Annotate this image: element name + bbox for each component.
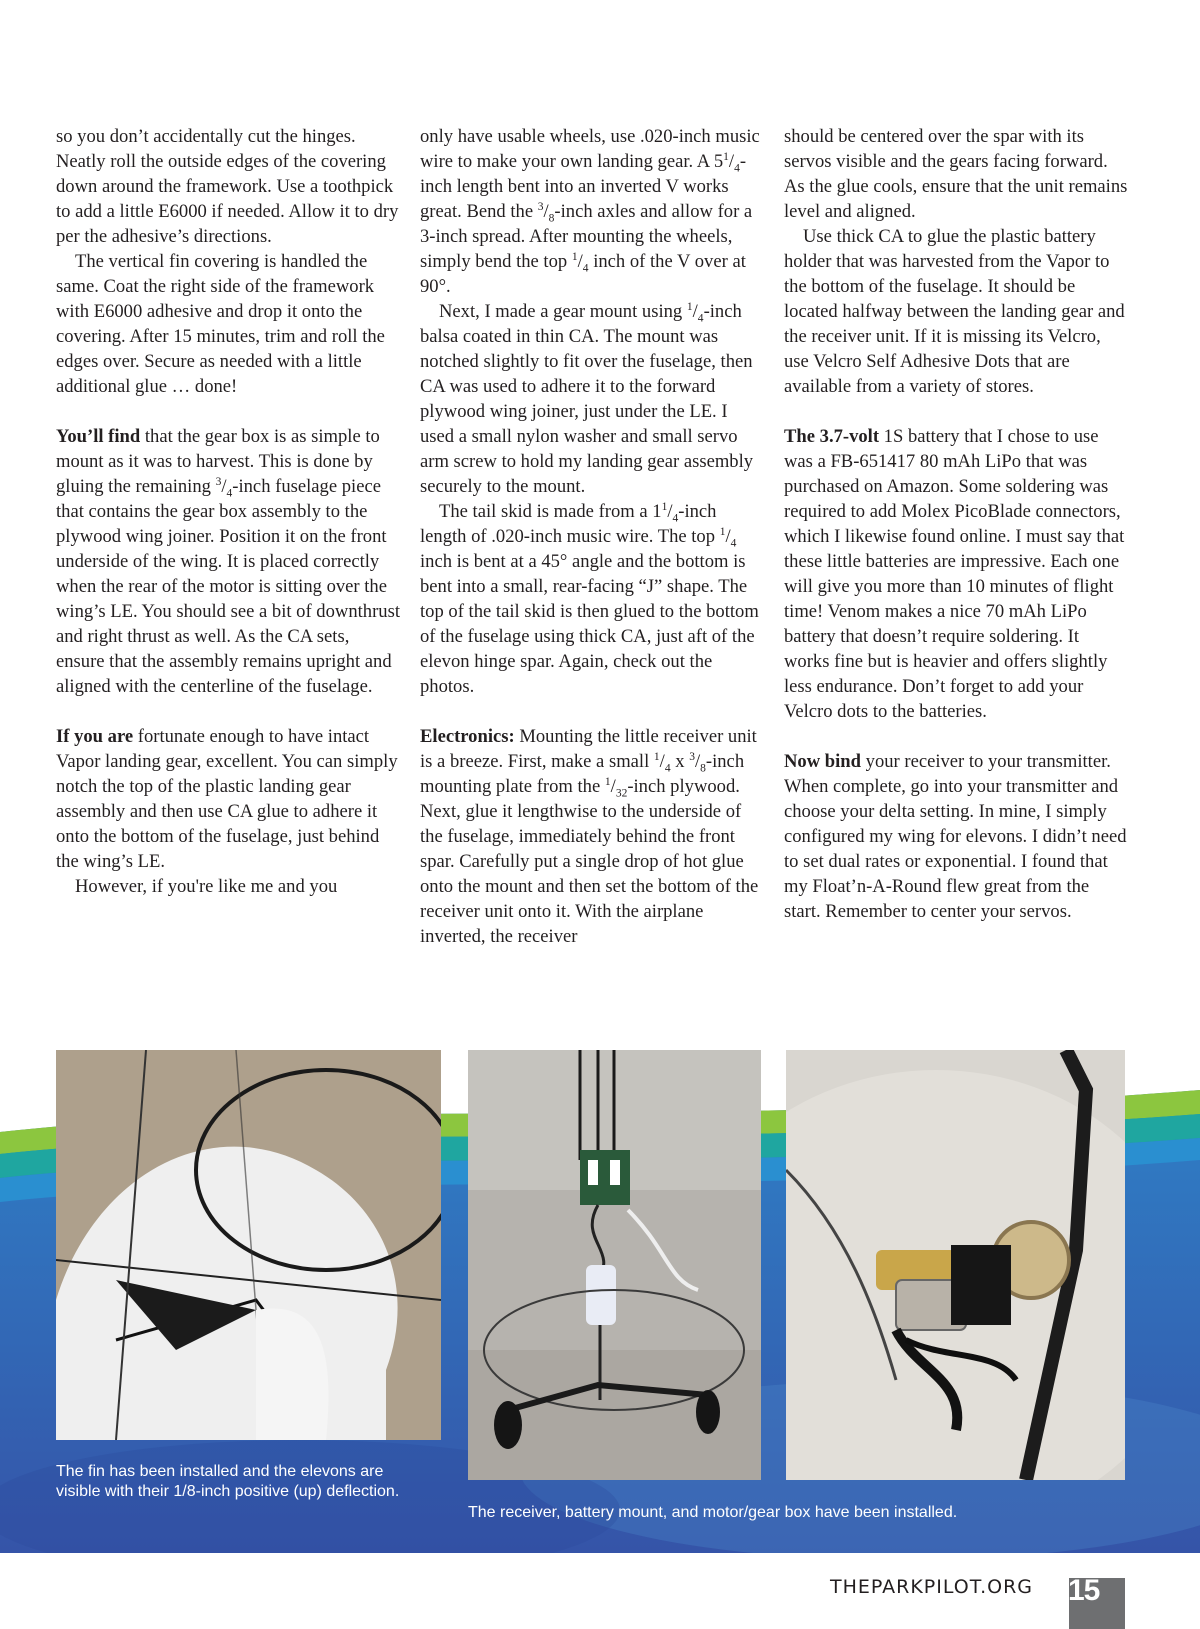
fraction: $^3/_4$ [215,475,233,500]
paragraph: so you don’t accidentally cut the hinges. Neatly roll the outside edges of the covering down around the framework. Use a toothpick to add a little E6000 if needed. Allow it to dry per the adhesive’s directions. [56,126,399,247]
footer-website: THEPARKPILOT.ORG [830,1576,1033,1598]
lead-in: Electronics: [420,726,515,747]
caption-fin: The fin has been installed and the elevons are visible with their 1/8-inch positive (up) deflection. [56,1463,400,1500]
caption-install: The receiver, battery mount, and motor/gear box have been installed. [468,1504,958,1521]
fraction: $^1/_4$ [571,250,589,275]
fraction: $^3/_8$ [537,200,555,225]
paragraph: The tail skid is made from a $1^1/_4$-inch length of .020-inch music wire. The top $^1/_4$ inch is bent at a 45° angle and the bottom is bent into a small, rear-facing “J” shape. The top of the tail skid is then glued to the bottom of the fuselage using thick CA, just aft of the elevon hinge spar. Again, check out the photos. [420,500,759,697]
photo-fin [56,1050,441,1440]
paragraph: Use thick CA to glue the plastic battery holder that was harvested from the Vapor to the bottom of the fuselage. It should be located halfway between the landing gear and the receiver unit. If it is missing its Velcro, use Velcro Self Adhesive Dots that are available from a variety of stores. [784,226,1125,397]
photo-motor-gearbox [786,1050,1125,1480]
text-column-3 [784,124,1129,924]
fraction: $^1/_4$ [653,750,671,775]
paragraph: You’ll find that the gear box is as simple to mount as it was to harvest. This is done by gluing the remaining $^3/_4$-inch fuselage piece that contains the gear box assembly to the plywood wing joiner. Position it on the front underside of the wing. It is placed correctly when the rear of the motor is sitting over the wing’s LE. You should see a bit of downthrust and right thrust as well. As the CA sets, ensure that the assembly remains upright and aligned with the centerline of the fuselage. [56,426,400,697]
paragraph: Next, I made a gear mount using $^1/_4$-inch balsa coated in thin CA. The mount was notched slightly to fit over the fuselage, then CA was used to adhere it to the forward plywood wing joiner, just under the LE. I used a small nylon washer and small servo arm screw to hold my landing gear assembly securely to the mount. [420,300,754,497]
fraction: $^1/_4$ [686,300,704,325]
lead-in: Now bind [784,751,861,772]
page-number: 15 [1068,1574,1100,1607]
fraction: $^3/_8$ [689,750,706,775]
paragraph: should be centered over the spar with its servos visible and the gears facing forward. As the glue cools, ensure that the unit remains level and aligned. [784,126,1128,222]
lead-in: The 3.7-volt [784,426,880,447]
fraction: $^1/_4$ [719,525,737,550]
fraction: $^1/_{32}$ [604,775,628,800]
lead-in: If you are [56,726,134,747]
photo-landing-gear [468,1050,761,1480]
paragraph: If you are fortunate enough to have intact Vapor landing gear, excellent. You can simply notch the top of the plastic landing gear assembly and then use CA glue to adhere it onto the bottom of the fuselage, just behind the wing’s LE. [56,726,398,872]
lead-in: You’ll find [56,426,141,447]
paragraph: The 3.7-volt 1S battery that I chose to use was a FB-651417 80 mAh LiPo that was purchased on Amazon. Some soldering was required to add Molex PicoBlade connectors, which I likewise found online. I must say that these little batteries are impressive. Each one will give you more than 10 minutes of flight time! Venom makes a nice 70 mAh LiPo battery that doesn’t require soldering. It works fine but is heavier and offers slightly less endurance. Don’t forget to add your Velcro dots to the batteries. [784,426,1125,722]
paragraph: Electronics: Mounting the little receiver unit is a breeze. First, make a small $^1/_4$ x $^3/_8$-inch mounting plate from the $^1/_{32}$-inch plywood. Next, glue it lengthwise to the underside of the fuselage, immediately behind the front spar. Carefully put a single drop of hot glue onto the mount and then set the bottom of the receiver unit onto it. With the airplane inverted, the receiver [420,726,759,947]
text-column-1 [56,124,401,899]
fraction: $^1/_4$ [723,150,740,175]
text-column-2 [420,124,765,949]
paragraph: However, if you're like me and you [75,876,338,897]
paragraph: only have usable wheels, use .020-inch music wire to make your own landing gear. A $5^1/_4$-inch length bent into an inverted V works great. Bend the $^3/_8$-inch axles and allow for a 3-inch spread. After mounting the wheels, simply bend the top $^1/_4$ inch of the V over at 90°. [420,126,760,297]
fraction: $^1/_4$ [661,500,679,525]
paragraph: Now bind your receiver to your transmitter. When complete, go into your transmitter and choose your delta setting. In mine, I simply configured my wing for elevons. I didn’t need to set dual rates or exponential. I found that my Float’n-A-Round flew great from the start. Remember to center your servos. [784,751,1127,922]
paragraph: The vertical fin covering is handled the same. Coat the right side of the framework with E6000 adhesive and drop it onto the covering. After 15 minutes, trim and roll the edges over. Secure as needed with a little additional glue … done! [56,251,385,397]
